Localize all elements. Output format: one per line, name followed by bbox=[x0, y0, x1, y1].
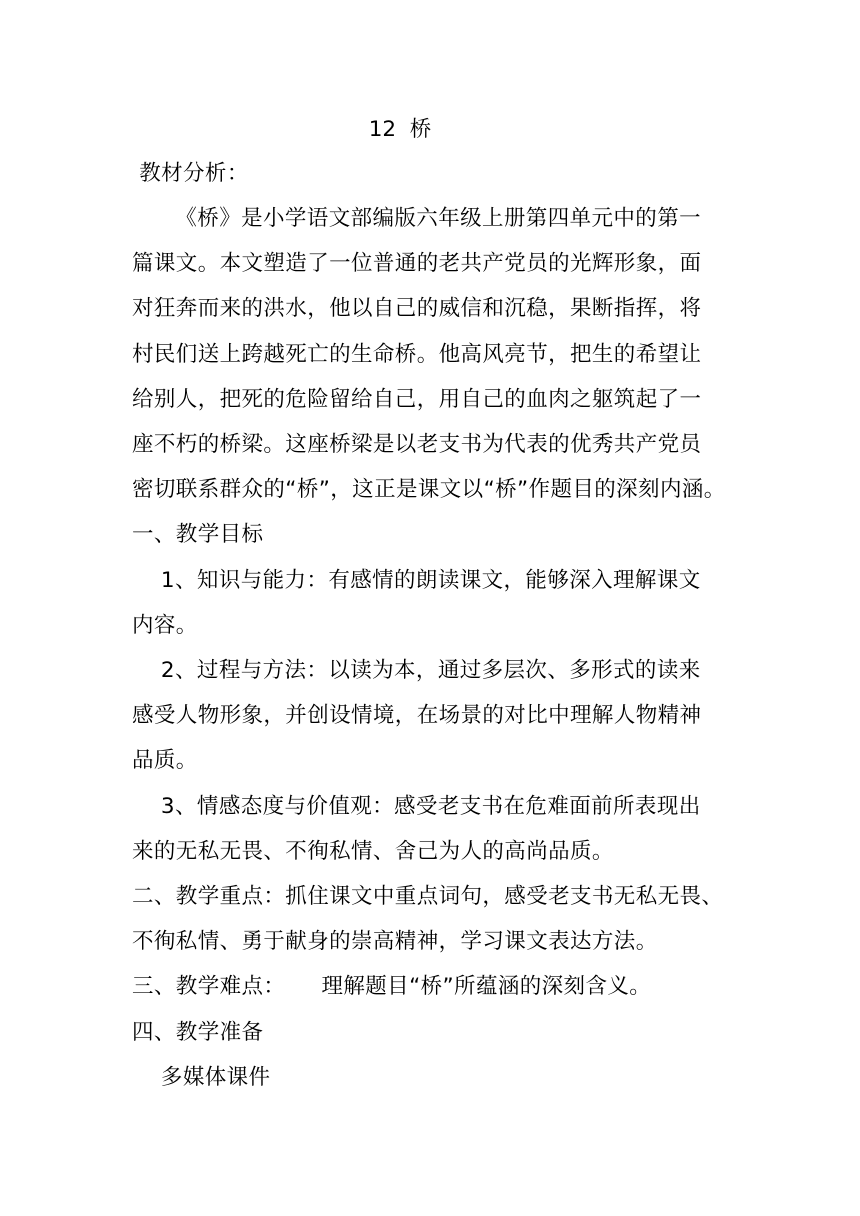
paragraph-line: 村民们送上跨越死亡的生命桥。他高风亮节，把生的希望让 bbox=[132, 342, 702, 367]
section-heading-difficulties: 三、教学难点： 理解题目“桥”所蕴涵的深刻含义。 bbox=[132, 974, 652, 999]
section-heading-preparation: 四、教学准备 bbox=[132, 1020, 264, 1045]
paragraph-line: 2、过程与方法：以读为本，通过多层次、多形式的读来 bbox=[132, 658, 701, 683]
page-title: 12 桥 bbox=[368, 117, 432, 142]
paragraph-line: 《桥》是小学语文部编版六年级上册第四单元中的第一 bbox=[132, 206, 702, 231]
paragraph-line: 不徇私情、勇于献身的崇高精神，学习课文表达方法。 bbox=[132, 929, 658, 954]
paragraph-line: 3、情感态度与价值观：感受老支书在危难面前所表现出 bbox=[132, 794, 701, 819]
section-heading-teaching-goals: 一、教学目标 bbox=[132, 522, 264, 547]
paragraph-line: 感受人物形象，并创设情境，在场景的对比中理解人物精神 bbox=[132, 703, 702, 728]
paragraph-line: 密切联系群众的“桥”，这正是课文以“桥”作题目的深刻内涵。 bbox=[132, 477, 726, 502]
paragraph-line: 来的无私无畏、不徇私情、舍己为人的高尚品质。 bbox=[132, 839, 614, 864]
paragraph-line: 品质。 bbox=[132, 748, 198, 773]
paragraph-line: 内容。 bbox=[132, 613, 198, 638]
paragraph-line: 座不朽的桥梁。这座桥梁是以老支书为代表的优秀共产党员 bbox=[132, 432, 702, 457]
paragraph-line: 篇课文。本文塑造了一位普通的老共产党员的光辉形象，面 bbox=[132, 251, 702, 276]
section-heading-material-analysis: 教材分析： bbox=[132, 161, 249, 186]
paragraph-line: 给别人，把死的危险留给自己，用自己的血肉之躯筑起了一 bbox=[132, 387, 702, 412]
paragraph-line: 1、知识与能力：有感情的朗读课文，能够深入理解课文 bbox=[132, 568, 701, 593]
section-heading-key-points: 二、教学重点：抓住课文中重点词句，感受老支书无私无畏、 bbox=[132, 884, 724, 909]
paragraph-line: 对狂奔而来的洪水，他以自己的威信和沉稳，果断指挥，将 bbox=[132, 296, 702, 321]
paragraph-line: 多媒体课件 bbox=[132, 1065, 271, 1090]
